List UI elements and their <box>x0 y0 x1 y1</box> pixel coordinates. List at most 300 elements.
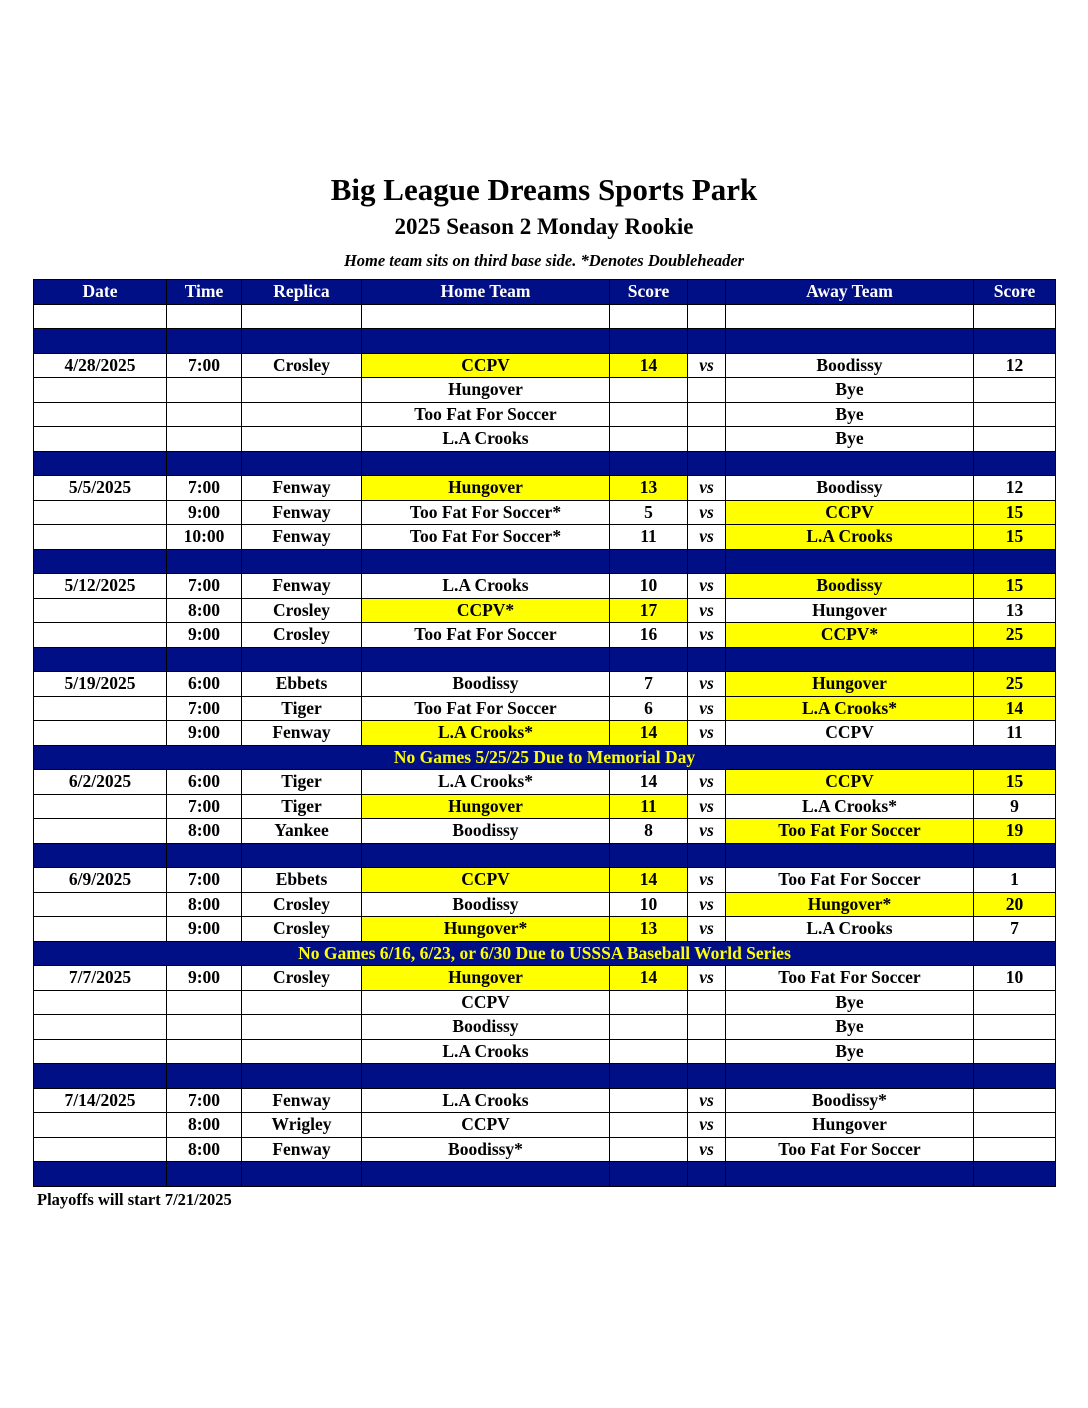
separator-cell <box>167 329 242 354</box>
cell-date: 5/12/2025 <box>34 574 167 599</box>
cell-away: Bye <box>726 1039 974 1064</box>
separator-cell <box>974 1064 1056 1089</box>
cell-time: 7:00 <box>167 476 242 501</box>
page-title: Big League Dreams Sports Park <box>330 172 758 207</box>
cell-away-score: 25 <box>974 623 1056 648</box>
separator-cell <box>34 843 167 868</box>
cell-vs: vs <box>688 525 726 550</box>
game-row <box>34 525 1056 550</box>
cell-home-score: 11 <box>610 525 688 550</box>
game-row <box>34 1137 1056 1162</box>
col-header-home-score: Score <box>610 280 688 305</box>
game-row <box>34 427 1056 452</box>
separator-cell <box>362 647 610 672</box>
cell-date <box>34 525 167 550</box>
separator-cell <box>362 1162 610 1187</box>
cell-date <box>34 892 167 917</box>
game-row <box>34 770 1056 795</box>
cell-home: Boodissy* <box>362 1137 610 1162</box>
blank-row <box>34 304 1056 329</box>
separator-cell <box>726 549 974 574</box>
separator-cell <box>726 329 974 354</box>
cell-date <box>34 1113 167 1138</box>
cell-date: 6/2/2025 <box>34 770 167 795</box>
cell-vs: vs <box>688 1137 726 1162</box>
separator-cell <box>610 1064 688 1089</box>
cell-date: 7/7/2025 <box>34 966 167 991</box>
separator-cell <box>726 451 974 476</box>
cell-home: Hungover <box>362 378 610 403</box>
game-row <box>34 990 1056 1015</box>
separator-cell <box>726 843 974 868</box>
blank-cell <box>167 304 242 329</box>
cell-away: CCPV <box>726 500 974 525</box>
cell-away: Hungover <box>726 1113 974 1138</box>
cell-replica: Tiger <box>242 794 362 819</box>
cell-away-score: 20 <box>974 892 1056 917</box>
cell-vs: vs <box>688 1113 726 1138</box>
separator-cell <box>242 1064 362 1089</box>
cell-time: 9:00 <box>167 721 242 746</box>
cell-home-score <box>610 990 688 1015</box>
col-header-away-team: Away Team <box>726 280 974 305</box>
notice-row <box>34 941 1056 966</box>
cell-replica: Crosley <box>242 353 362 378</box>
game-row <box>34 917 1056 942</box>
separator-row <box>34 647 1056 672</box>
separator-cell <box>167 549 242 574</box>
separator-cell <box>688 1162 726 1187</box>
cell-time <box>167 427 242 452</box>
separator-cell <box>362 451 610 476</box>
cell-vs: vs <box>688 500 726 525</box>
separator-cell <box>610 843 688 868</box>
cell-away-score <box>974 1039 1056 1064</box>
cell-replica: Yankee <box>242 819 362 844</box>
separator-row <box>34 1064 1056 1089</box>
cell-home: CCPV <box>362 868 610 893</box>
cell-date <box>34 1137 167 1162</box>
cell-vs <box>688 427 726 452</box>
cell-time: 9:00 <box>167 966 242 991</box>
cell-home: Too Fat For Soccer <box>362 623 610 648</box>
cell-date <box>34 721 167 746</box>
game-row <box>34 1113 1056 1138</box>
cell-time: 7:00 <box>167 696 242 721</box>
cell-replica: Crosley <box>242 966 362 991</box>
cell-time: 10:00 <box>167 525 242 550</box>
cell-time <box>167 378 242 403</box>
separator-cell <box>34 549 167 574</box>
cell-away-score: 15 <box>974 770 1056 795</box>
cell-time <box>167 402 242 427</box>
cell-home-score: 14 <box>610 353 688 378</box>
cell-home: CCPV* <box>362 598 610 623</box>
blank-cell <box>688 304 726 329</box>
cell-time: 6:00 <box>167 770 242 795</box>
cell-away-score: 15 <box>974 574 1056 599</box>
separator-cell <box>726 647 974 672</box>
separator-cell <box>688 1064 726 1089</box>
separator-cell <box>242 549 362 574</box>
cell-vs: vs <box>688 770 726 795</box>
cell-away-score: 12 <box>974 476 1056 501</box>
cell-date <box>34 990 167 1015</box>
separator-cell <box>974 329 1056 354</box>
cell-date <box>34 819 167 844</box>
separator-cell <box>34 451 167 476</box>
cell-vs <box>688 990 726 1015</box>
separator-cell <box>362 549 610 574</box>
cell-time: 9:00 <box>167 623 242 648</box>
col-header-vs <box>688 280 726 305</box>
cell-away-score <box>974 1137 1056 1162</box>
cell-time <box>167 1015 242 1040</box>
cell-away-score: 9 <box>974 794 1056 819</box>
cell-replica: Fenway <box>242 574 362 599</box>
cell-replica <box>242 990 362 1015</box>
cell-date: 5/19/2025 <box>34 672 167 697</box>
notice-text: No Games 6/16, 6/23, or 6/30 Due to USSSA Baseball World Series <box>34 941 1056 966</box>
game-row <box>34 1088 1056 1113</box>
cell-replica: Wrigley <box>242 1113 362 1138</box>
cell-date: 4/28/2025 <box>34 353 167 378</box>
cell-away-score <box>974 1088 1056 1113</box>
cell-away: Bye <box>726 378 974 403</box>
cell-time <box>167 990 242 1015</box>
cell-home-score: 13 <box>610 476 688 501</box>
game-row <box>34 966 1056 991</box>
cell-home-score: 14 <box>610 868 688 893</box>
cell-vs: vs <box>688 794 726 819</box>
blank-cell <box>974 304 1056 329</box>
cell-away: Bye <box>726 402 974 427</box>
cell-replica: Crosley <box>242 623 362 648</box>
cell-home-score <box>610 1015 688 1040</box>
cell-away-score: 13 <box>974 598 1056 623</box>
separator-cell <box>167 1064 242 1089</box>
game-row <box>34 623 1056 648</box>
game-row <box>34 868 1056 893</box>
cell-away-score <box>974 1015 1056 1040</box>
separator-cell <box>167 451 242 476</box>
separator-cell <box>610 451 688 476</box>
cell-home: CCPV <box>362 1113 610 1138</box>
cell-date <box>34 1015 167 1040</box>
cell-home-score: 17 <box>610 598 688 623</box>
cell-home-score: 10 <box>610 892 688 917</box>
game-row <box>34 500 1056 525</box>
cell-replica: Fenway <box>242 525 362 550</box>
cell-date <box>34 696 167 721</box>
separator-cell <box>974 549 1056 574</box>
cell-away-score: 19 <box>974 819 1056 844</box>
cell-date <box>34 402 167 427</box>
cell-away-score: 1 <box>974 868 1056 893</box>
cell-time: 9:00 <box>167 500 242 525</box>
cell-date: 5/5/2025 <box>34 476 167 501</box>
separator-cell <box>974 647 1056 672</box>
separator-row <box>34 451 1056 476</box>
cell-away-score: 15 <box>974 525 1056 550</box>
cell-home-score: 14 <box>610 966 688 991</box>
page-subtitle: 2025 Season 2 Monday Rookie <box>394 214 694 239</box>
cell-away: Too Fat For Soccer <box>726 966 974 991</box>
blank-cell <box>34 304 167 329</box>
separator-cell <box>242 451 362 476</box>
cell-vs <box>688 378 726 403</box>
cell-vs: vs <box>688 819 726 844</box>
cell-home: Hungover <box>362 794 610 819</box>
schedule-body <box>34 304 1056 1186</box>
separator-cell <box>688 451 726 476</box>
cell-home: Too Fat For Soccer* <box>362 500 610 525</box>
cell-home-score: 7 <box>610 672 688 697</box>
separator-row <box>34 1162 1056 1187</box>
cell-away: Too Fat For Soccer <box>726 868 974 893</box>
cell-home: L.A Crooks <box>362 1039 610 1064</box>
cell-home: Boodissy <box>362 892 610 917</box>
cell-vs: vs <box>688 672 726 697</box>
separator-cell <box>688 549 726 574</box>
cell-away: Bye <box>726 427 974 452</box>
cell-home: L.A Crooks* <box>362 770 610 795</box>
separator-cell <box>167 1162 242 1187</box>
col-header-away-score: Score <box>974 280 1056 305</box>
separator-cell <box>688 647 726 672</box>
cell-date <box>34 378 167 403</box>
separator-cell <box>974 843 1056 868</box>
cell-away-score <box>974 1113 1056 1138</box>
cell-vs: vs <box>688 868 726 893</box>
separator-cell <box>974 451 1056 476</box>
cell-away-score <box>974 990 1056 1015</box>
col-header-date: Date <box>34 280 167 305</box>
cell-away: Bye <box>726 990 974 1015</box>
header-row <box>34 280 1056 305</box>
cell-replica: Crosley <box>242 917 362 942</box>
game-row <box>34 574 1056 599</box>
game-row <box>34 672 1056 697</box>
cell-home-score: 14 <box>610 770 688 795</box>
cell-home: Boodissy <box>362 672 610 697</box>
game-row <box>34 819 1056 844</box>
cell-home-score <box>610 1137 688 1162</box>
separator-cell <box>242 647 362 672</box>
cell-away-score: 10 <box>974 966 1056 991</box>
cell-home: L.A Crooks <box>362 427 610 452</box>
game-row <box>34 1039 1056 1064</box>
cell-time: 8:00 <box>167 1113 242 1138</box>
cell-vs <box>688 402 726 427</box>
cell-home: Too Fat For Soccer* <box>362 525 610 550</box>
separator-cell <box>610 647 688 672</box>
separator-cell <box>242 843 362 868</box>
cell-time: 8:00 <box>167 819 242 844</box>
playoffs-note: Playoffs will start 7/21/2025 <box>37 1190 232 1209</box>
separator-cell <box>362 329 610 354</box>
cell-home-score <box>610 402 688 427</box>
game-row <box>34 378 1056 403</box>
cell-replica: Fenway <box>242 476 362 501</box>
cell-time: 7:00 <box>167 574 242 599</box>
separator-cell <box>610 1162 688 1187</box>
cell-home-score <box>610 378 688 403</box>
cell-home-score: 16 <box>610 623 688 648</box>
separator-cell <box>34 1064 167 1089</box>
col-header-time: Time <box>167 280 242 305</box>
cell-home-score <box>610 1039 688 1064</box>
cell-home-score: 5 <box>610 500 688 525</box>
cell-away: Bye <box>726 1015 974 1040</box>
cell-vs: vs <box>688 721 726 746</box>
blank-cell <box>726 304 974 329</box>
separator-row <box>34 549 1056 574</box>
cell-away: Boodissy <box>726 476 974 501</box>
cell-away: Boodissy <box>726 574 974 599</box>
cell-time: 8:00 <box>167 1137 242 1162</box>
cell-away-score <box>974 402 1056 427</box>
cell-away: CCPV <box>726 770 974 795</box>
cell-replica: Fenway <box>242 721 362 746</box>
cell-away-score: 12 <box>974 353 1056 378</box>
cell-date <box>34 623 167 648</box>
cell-replica: Ebbets <box>242 672 362 697</box>
separator-cell <box>167 647 242 672</box>
game-row <box>34 892 1056 917</box>
separator-cell <box>610 549 688 574</box>
notice-text: No Games 5/25/25 Due to Memorial Day <box>34 745 1056 770</box>
cell-replica: Tiger <box>242 696 362 721</box>
cell-away: Too Fat For Soccer <box>726 819 974 844</box>
game-row <box>34 353 1056 378</box>
cell-home: Hungover <box>362 966 610 991</box>
cell-time: 6:00 <box>167 672 242 697</box>
cell-away: Hungover* <box>726 892 974 917</box>
cell-replica <box>242 427 362 452</box>
blank-cell <box>610 304 688 329</box>
separator-cell <box>974 1162 1056 1187</box>
separator-cell <box>362 1064 610 1089</box>
cell-date <box>34 598 167 623</box>
cell-time: 7:00 <box>167 1088 242 1113</box>
cell-time: 8:00 <box>167 598 242 623</box>
cell-home: L.A Crooks* <box>362 721 610 746</box>
cell-replica <box>242 378 362 403</box>
cell-replica: Crosley <box>242 892 362 917</box>
cell-replica: Tiger <box>242 770 362 795</box>
separator-cell <box>34 647 167 672</box>
cell-away: L.A Crooks <box>726 917 974 942</box>
cell-date <box>34 794 167 819</box>
cell-away-score: 14 <box>974 696 1056 721</box>
separator-cell <box>34 329 167 354</box>
cell-home: CCPV <box>362 353 610 378</box>
cell-home: L.A Crooks <box>362 1088 610 1113</box>
cell-vs: vs <box>688 353 726 378</box>
cell-vs: vs <box>688 696 726 721</box>
cell-vs: vs <box>688 892 726 917</box>
separator-cell <box>726 1162 974 1187</box>
cell-vs <box>688 1039 726 1064</box>
game-row <box>34 696 1056 721</box>
cell-away-score: 11 <box>974 721 1056 746</box>
separator-cell <box>242 1162 362 1187</box>
separator-row <box>34 843 1056 868</box>
schedule-note: Home team sits on third base side. *Denotes Doubleheader <box>343 251 745 270</box>
cell-replica: Fenway <box>242 500 362 525</box>
blank-cell <box>362 304 610 329</box>
separator-cell <box>242 329 362 354</box>
cell-home: Too Fat For Soccer <box>362 402 610 427</box>
separator-cell <box>34 1162 167 1187</box>
cell-home-score <box>610 1088 688 1113</box>
cell-vs: vs <box>688 476 726 501</box>
cell-home: Hungover <box>362 476 610 501</box>
cell-time: 9:00 <box>167 917 242 942</box>
cell-vs: vs <box>688 1088 726 1113</box>
separator-row <box>34 329 1056 354</box>
separator-cell <box>610 329 688 354</box>
separator-cell <box>688 329 726 354</box>
game-row <box>34 794 1056 819</box>
schedule-table <box>33 279 1056 1187</box>
cell-replica: Crosley <box>242 598 362 623</box>
cell-home-score: 10 <box>610 574 688 599</box>
cell-home: L.A Crooks <box>362 574 610 599</box>
cell-away: Boodissy* <box>726 1088 974 1113</box>
cell-replica: Ebbets <box>242 868 362 893</box>
cell-replica <box>242 1039 362 1064</box>
col-header-home-team: Home Team <box>362 280 610 305</box>
cell-home-score: 8 <box>610 819 688 844</box>
cell-vs: vs <box>688 966 726 991</box>
cell-home-score <box>610 427 688 452</box>
cell-away: CCPV <box>726 721 974 746</box>
cell-away: CCPV* <box>726 623 974 648</box>
cell-away-score: 7 <box>974 917 1056 942</box>
cell-replica <box>242 1015 362 1040</box>
cell-time <box>167 1039 242 1064</box>
cell-home: Too Fat For Soccer <box>362 696 610 721</box>
cell-away-score <box>974 378 1056 403</box>
cell-home-score <box>610 1113 688 1138</box>
cell-time: 7:00 <box>167 353 242 378</box>
separator-cell <box>362 843 610 868</box>
game-row <box>34 476 1056 501</box>
col-header-replica: Replica <box>242 280 362 305</box>
cell-home-score: 11 <box>610 794 688 819</box>
cell-home: Hungover* <box>362 917 610 942</box>
cell-time: 8:00 <box>167 892 242 917</box>
separator-cell <box>726 1064 974 1089</box>
cell-time: 7:00 <box>167 794 242 819</box>
cell-vs: vs <box>688 623 726 648</box>
cell-home-score: 13 <box>610 917 688 942</box>
cell-away-score: 15 <box>974 500 1056 525</box>
cell-away: L.A Crooks <box>726 525 974 550</box>
game-row <box>34 1015 1056 1040</box>
cell-vs: vs <box>688 917 726 942</box>
cell-date <box>34 500 167 525</box>
cell-home: Boodissy <box>362 1015 610 1040</box>
separator-cell <box>688 843 726 868</box>
cell-away: L.A Crooks* <box>726 696 974 721</box>
game-row <box>34 402 1056 427</box>
blank-cell <box>242 304 362 329</box>
cell-away: Boodissy <box>726 353 974 378</box>
cell-date <box>34 427 167 452</box>
